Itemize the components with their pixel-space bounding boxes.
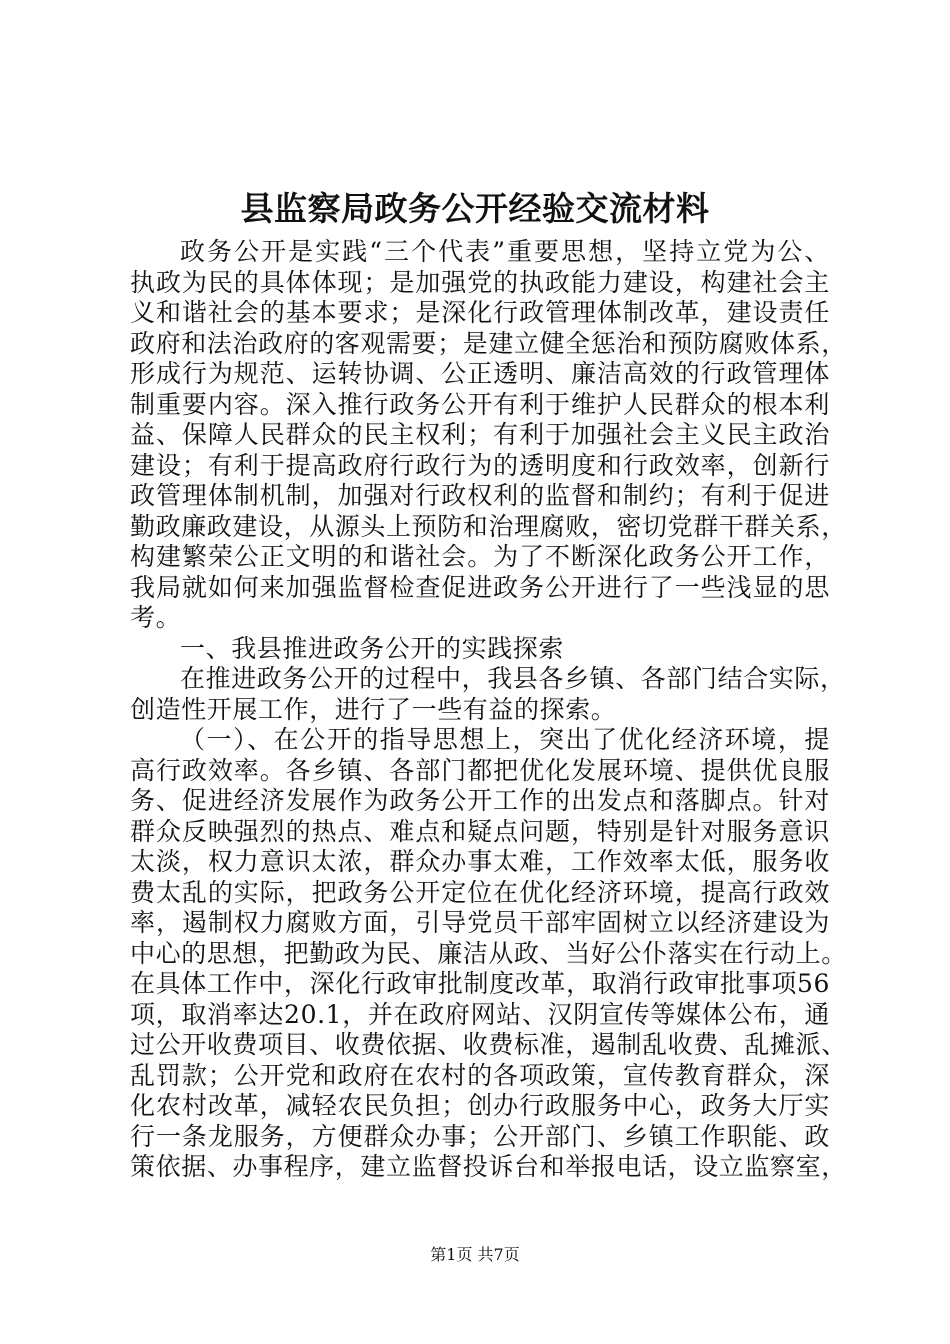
body-line: 益、保障人民群众的民主权利；有利于加强社会主义民主政治	[130, 420, 830, 449]
body-line: 义和谐社会的基本要求；是深化行政管理体制改革，建设责任	[130, 298, 830, 327]
body-line: 率，遏制权力腐败方面，引导党员干部牢固树立以经济建设为	[130, 908, 830, 937]
body-line: 形成行为规范、运转协调、公正透明、廉洁高效的行政管理体	[130, 359, 830, 388]
document-body	[130, 237, 847, 1183]
body-line: 在推进政务公开的过程中，我县各乡镇、各部门结合实际，	[180, 664, 846, 693]
body-line: 创造性开展工作，进行了一些有益的探索。	[130, 694, 617, 724]
body-line: 在具体工作中，深化行政审批制度改革，取消行政审批事项56	[130, 969, 830, 998]
body-line: 太淡，权力意识太浓，群众办事太难，工作效率太低，服务收	[130, 847, 830, 876]
body-line: 政府和法治政府的客观需要；是建立健全惩治和预防腐败体系，	[130, 328, 847, 358]
subsection-line: （一）、在公开的指导思想上，突出了优化经济环境，提	[180, 725, 830, 754]
body-line: 群众反映强烈的热点、难点和疑点问题，特别是针对服务意识	[130, 816, 830, 846]
body-line: 务、促进经济发展作为政务公开工作的出发点和落脚点。针对	[130, 786, 830, 815]
body-line: 过公开收费项目、收费依据、收费标准，遏制乱收费、乱摊派、	[130, 1030, 847, 1059]
body-line: 乱罚款；公开党和政府在农村的各项政策，宣传教育群众，深	[130, 1060, 830, 1090]
body-line: 我局就如何来加强监督检查促进政务公开进行了一些浅显的思	[130, 572, 830, 602]
body-line: 执政为民的具体体现；是加强党的执政能力建设，构建社会主	[130, 267, 830, 297]
body-line: 考。	[130, 603, 182, 632]
body-line: 政管理体制机制，加强对行政权利的监督和制约；有利于促进	[130, 481, 830, 510]
page-number-footer: 第1页 共7页	[430, 1245, 520, 1264]
body-line: 建设；有利于提高政府行政行为的透明度和行政效率，创新行	[130, 450, 830, 480]
document-title: 县监察局政务公开经验交流材料	[240, 189, 710, 228]
body-line: 制重要内容。深入推行政务公开有利于维护人民群众的根本利	[130, 389, 830, 419]
body-line: 政务公开是实践“三个代表”重要思想，坚持立党为公、	[180, 237, 830, 266]
body-line: 高行政效率。各乡镇、各部门都把优化发展环境、提供优良服	[130, 755, 830, 785]
body-line: 费太乱的实际，把政务公开定位在优化经济环境，提高行政效	[130, 877, 830, 907]
body-line: 构建繁荣公正文明的和谐社会。为了不断深化政务公开工作，	[130, 542, 830, 571]
body-line: 化农村改革，减轻农民负担；创办行政服务中心，政务大厅实	[130, 1091, 830, 1120]
body-line: 项，取消率达20.1，并在政府网站、汉阴宣传等媒体公布，通	[130, 999, 830, 1029]
section-heading: 一、我县推进政务公开的实践探索	[180, 633, 565, 663]
body-line: 行一条龙服务，方便群众办事；公开部门、乡镇工作职能、政	[130, 1121, 830, 1151]
body-line: 策依据、办事程序，建立监督投诉台和举报电话，设立监察室，	[130, 1152, 847, 1181]
body-line: 中心的思想，把勤政为民、廉洁从政、当好公仆落实在行动上。	[130, 938, 847, 968]
body-line: 勤政廉政建设，从源头上预防和治理腐败，密切党群干群关系，	[130, 511, 847, 541]
